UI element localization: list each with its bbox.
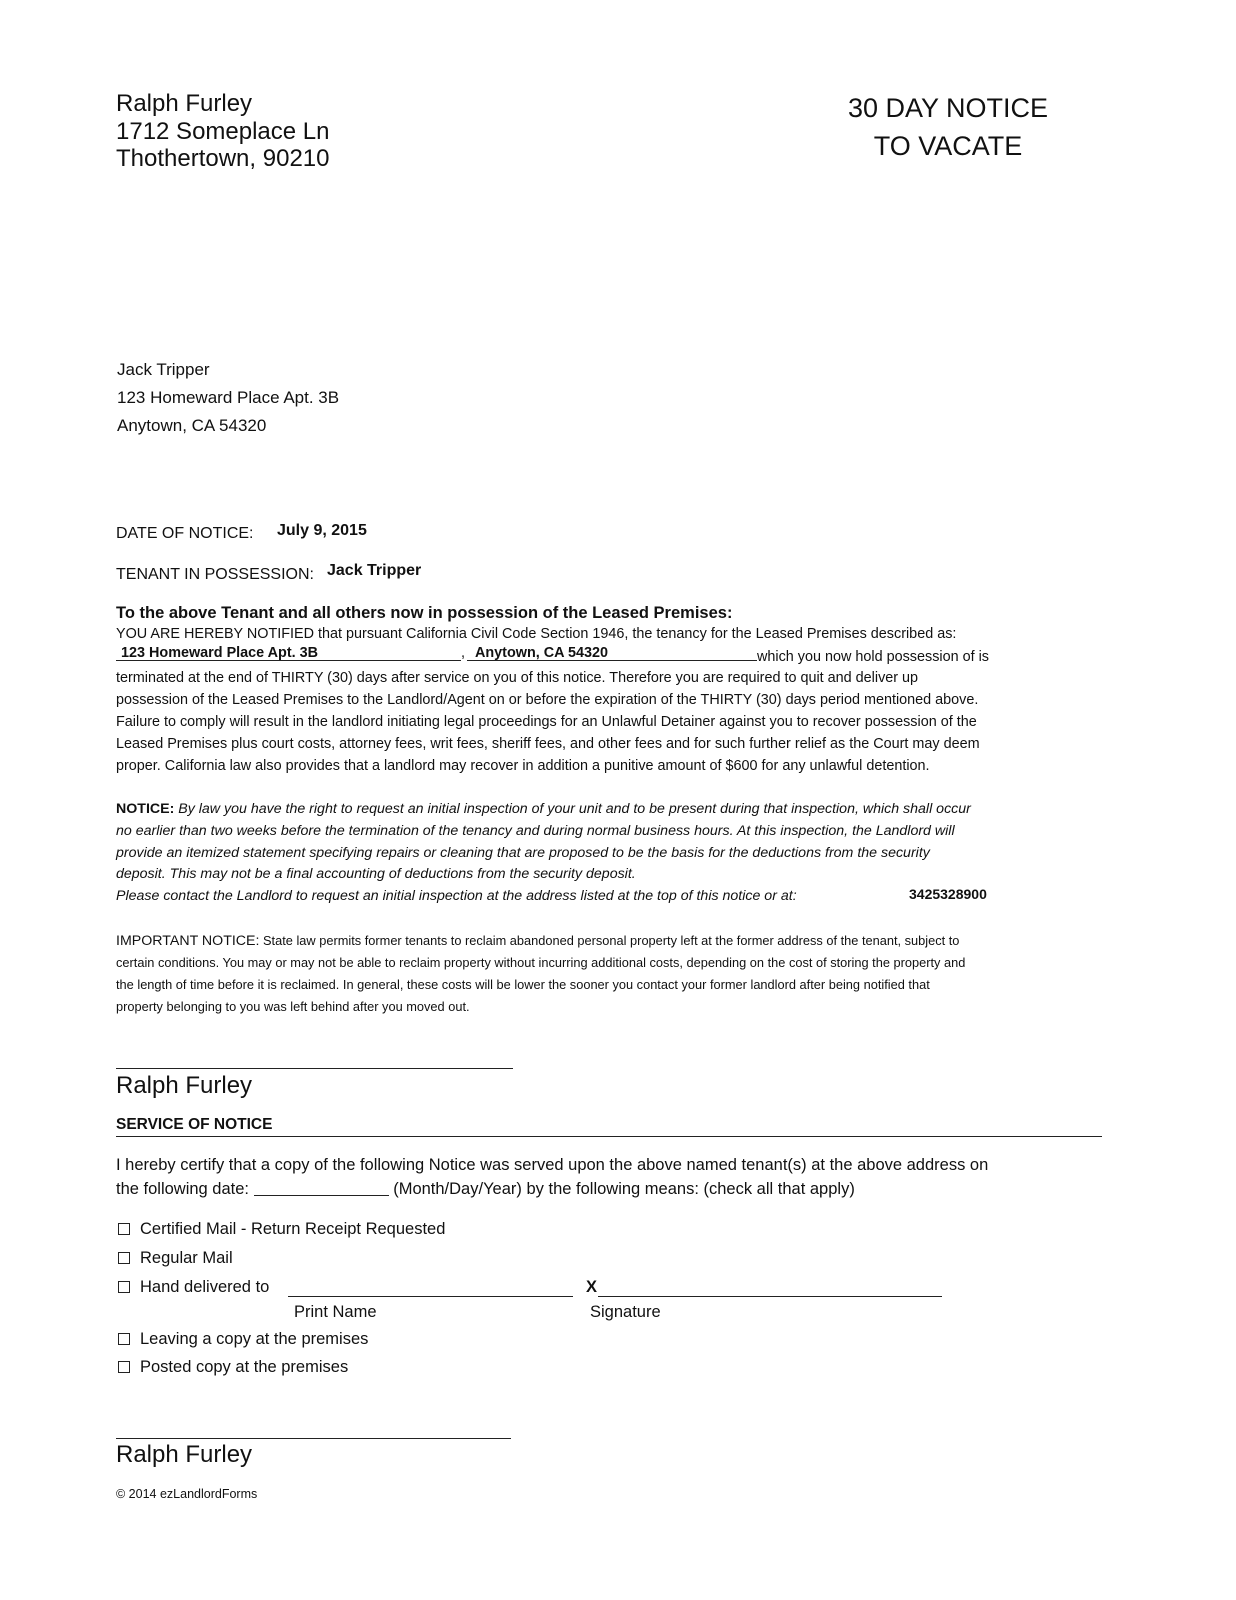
option-certified-mail[interactable] [118, 1221, 445, 1238]
inspection-label: NOTICE: [116, 801, 175, 817]
recipient-name: Jack Tripper [117, 360, 210, 379]
inspection-text: By law you have the right to request an initial inspection of your unit and to be present during that inspection, which shall occur [174, 801, 971, 817]
notice-line: Failure to comply will result in the landlord initiating legal proceedings for an Unlawful Detainer against you to recover possession of the [116, 714, 977, 730]
date-label: the following date: [116, 1180, 250, 1198]
date-of-notice-label: DATE OF NOTICE: [116, 525, 254, 542]
recipient-street: 123 Homeward Place Apt. 3B [117, 388, 340, 407]
server-name: Ralph Furley [116, 1441, 253, 1468]
checkbox[interactable] [118, 1281, 130, 1293]
service-heading: SERVICE OF NOTICE [116, 1116, 273, 1133]
date-format-hint: (Month/Day/Year) by the following means: (check all that apply) [393, 1180, 855, 1198]
inspection-line: provide an itemized statement specifying repairs or cleaning that are proposed to be the basis for the deductions from the security [116, 845, 930, 861]
option-label: Leaving a copy at the premises [140, 1330, 369, 1348]
notice-line: Leased Premises plus court costs, attorney fees, writ fees, sheriff fees, and other fees and for such further relief as the Court may deem [116, 736, 980, 752]
landlord-phone: 3425328900 [909, 886, 987, 902]
tenant-value: Jack Tripper [327, 562, 422, 579]
document-title-line2: TO VACATE [873, 131, 1023, 161]
signature-line [116, 1068, 513, 1069]
service-date-line [116, 1181, 855, 1198]
important-line: property belonging to you was left behind after you moved out. [116, 999, 470, 1014]
important-line: the length of time before it is reclaimed. In general, these costs will be lower the sooner you contact your former landlord after being notified that [116, 977, 930, 992]
inspection-first-line [116, 802, 971, 816]
checkbox[interactable] [118, 1252, 130, 1264]
inspection-contact: Please contact the Landlord to request an initial inspection at the address listed at the top of this notice or at: [116, 888, 797, 904]
date-of-notice-value: July 9, 2015 [277, 522, 367, 539]
print-name-label: Print Name [294, 1303, 377, 1321]
option-label: Certified Mail - Return Receipt Requested [140, 1220, 446, 1238]
option-posted-copy[interactable] [118, 1359, 348, 1376]
option-label: Posted copy at the premises [140, 1358, 349, 1376]
signature-label: Signature [590, 1303, 661, 1321]
sender-name: Ralph Furley [116, 90, 253, 117]
notice-line: proper. California law also provides that a landlord may recover in addition a punitive amount of $600 for any unlawful detention. [116, 758, 930, 774]
service-date-field[interactable] [254, 1181, 389, 1196]
recipient-city: Anytown, CA 54320 [117, 416, 267, 435]
document-title-line1: 30 DAY NOTICE [847, 93, 1049, 123]
checkbox[interactable] [118, 1361, 130, 1373]
inspection-line: deposit. This may not be a final accounting of deductions from the security deposit. [116, 866, 636, 882]
premises-city-field: Anytown, CA 54320 [467, 646, 757, 661]
copyright: © 2014 ezLandlordForms [116, 1487, 258, 1501]
checkbox[interactable] [118, 1223, 130, 1235]
signature-x-mark: X [586, 1278, 598, 1296]
important-text: State law permits former tenants to reclaim abandoned personal property left at the former address of the tenant, subject to [259, 933, 960, 948]
service-heading-rule [116, 1136, 1102, 1137]
important-label: IMPORTANT NOTICE: [116, 933, 260, 949]
notice-line: possession of the Leased Premises to the Landlord/Agent on or before the expiration of the THIRTY (30) days period mentioned above. [116, 692, 979, 708]
signer-name: Ralph Furley [116, 1072, 253, 1099]
comma: , [461, 645, 465, 661]
service-certify-line: I hereby certify that a copy of the following Notice was served upon the above named tenant(s) at the above address on [116, 1156, 989, 1174]
inspection-line: no earlier than two weeks before the termination of the tenancy and during normal business hours. At this inspection, the Landlord will [116, 823, 955, 839]
sender-city: Thothertown, 90210 [116, 145, 330, 172]
option-regular-mail[interactable] [118, 1250, 233, 1267]
checkbox[interactable] [118, 1333, 130, 1345]
notice-intro: YOU ARE HEREBY NOTIFIED that pursuant California Civil Code Section 1946, the tenancy for the Leased Premises described as: [116, 626, 957, 642]
sender-street: 1712 Someplace Ln [116, 118, 330, 145]
option-leaving-copy[interactable] [118, 1331, 368, 1348]
signature-line-2 [116, 1438, 511, 1439]
notice-after-fields: which you now hold possession of is [757, 649, 989, 665]
option-hand-delivered[interactable] [118, 1279, 269, 1296]
option-label: Regular Mail [140, 1249, 233, 1267]
print-name-field[interactable] [288, 1296, 573, 1297]
tenant-label: TENANT IN POSSESSION: [116, 566, 314, 583]
important-line: certain conditions. You may or may not be able to reclaim property without incurring additional costs, depending on the cost of storing the property and [116, 955, 966, 970]
premises-street-field: 123 Homeward Place Apt. 3B [116, 646, 461, 661]
notice-line: terminated at the end of THIRTY (30) days after service on you of this notice. Therefore you are required to quit and deliver up [116, 670, 919, 686]
important-first-line [116, 934, 959, 948]
option-label: Hand delivered to [140, 1278, 270, 1296]
premises-fields-line [116, 645, 989, 665]
notice-heading: To the above Tenant and all others now in possession of the Leased Premises: [116, 604, 733, 622]
hand-delivered-signature-field[interactable] [598, 1296, 942, 1297]
